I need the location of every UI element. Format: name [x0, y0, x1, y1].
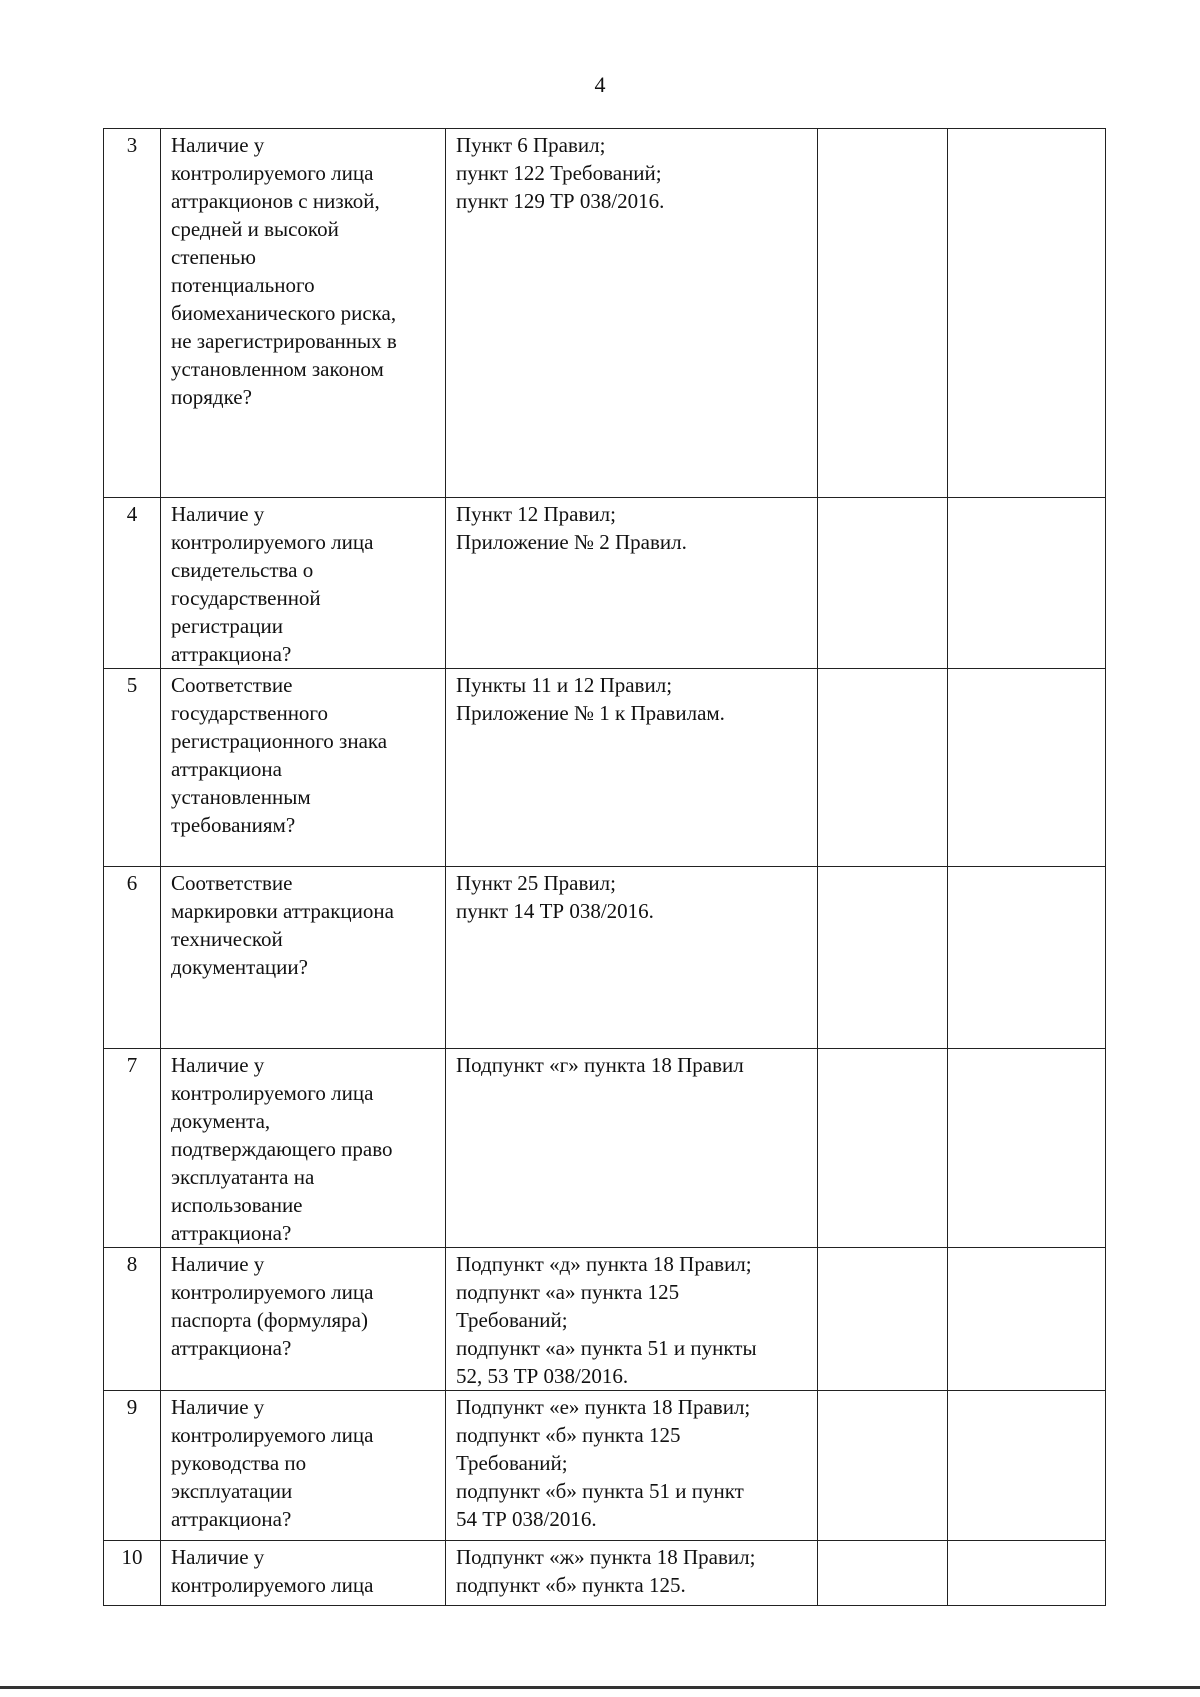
table-row [104, 1049, 1106, 1248]
requirement-question: Наличие у контролируемого лица [161, 1541, 446, 1606]
legal-reference: Пункт 25 Правил; пункт 14 ТР 038/2016. [446, 867, 818, 1049]
notes-cell [948, 1541, 1106, 1606]
requirement-question: Наличие у контролируемого лица аттракционов с низкой, средней и высокой степенью потенциального биомеханического риска, не зарегистрированных в установленном законом порядке? [161, 129, 446, 498]
answer-cell [818, 1391, 948, 1541]
row-number: 10 [104, 1541, 161, 1606]
notes-cell [948, 1391, 1106, 1541]
legal-reference: Подпункт «е» пункта 18 Правил; подпункт «б» пункта 125 Требований; подпункт «б» пункта 51 и пункт 54 ТР 038/2016. [446, 1391, 818, 1541]
row-number: 5 [104, 669, 161, 867]
row-number: 7 [104, 1049, 161, 1248]
legal-reference: Пункты 11 и 12 Правил; Приложение № 1 к Правилам. [446, 669, 818, 867]
checklist-table [103, 128, 1106, 1606]
table-row [104, 1541, 1106, 1606]
requirement-question: Наличие у контролируемого лица руководства по эксплуатации аттракциона? [161, 1391, 446, 1541]
notes-cell [948, 1049, 1106, 1248]
answer-cell [818, 1248, 948, 1391]
answer-cell [818, 867, 948, 1049]
requirement-question: Соответствие маркировки аттракциона технической документации? [161, 867, 446, 1049]
row-number: 6 [104, 867, 161, 1049]
answer-cell [818, 498, 948, 669]
table-row [104, 1248, 1106, 1391]
requirement-question: Соответствие государственного регистрационного знака аттракциона установленным требованиям? [161, 669, 446, 867]
legal-reference: Подпункт «г» пункта 18 Правил [446, 1049, 818, 1248]
table-row [104, 129, 1106, 498]
row-number: 4 [104, 498, 161, 669]
legal-reference: Пункт 12 Правил; Приложение № 2 Правил. [446, 498, 818, 669]
notes-cell [948, 669, 1106, 867]
requirement-question: Наличие у контролируемого лица паспорта (формуляра) аттракциона? [161, 1248, 446, 1391]
notes-cell [948, 129, 1106, 498]
notes-cell [948, 867, 1106, 1049]
table-row [104, 1391, 1106, 1541]
notes-cell [948, 498, 1106, 669]
requirement-question: Наличие у контролируемого лица свидетельства о государственной регистрации аттракциона? [161, 498, 446, 669]
page-number: 4 [594, 72, 606, 97]
legal-reference: Подпункт «д» пункта 18 Правил; подпункт «а» пункта 125 Требований; подпункт «а» пункта 51 и пункты 52, 53 ТР 038/2016. [446, 1248, 818, 1391]
table-row [104, 498, 1106, 669]
requirement-question: Наличие у контролируемого лица документа, подтверждающего право эксплуатанта на использование аттракциона? [161, 1049, 446, 1248]
table-row [104, 669, 1106, 867]
notes-cell [948, 1248, 1106, 1391]
row-number: 3 [104, 129, 161, 498]
answer-cell [818, 129, 948, 498]
bottom-rule [0, 1686, 1200, 1689]
table-row [104, 867, 1106, 1049]
row-number: 9 [104, 1391, 161, 1541]
answer-cell [818, 669, 948, 867]
answer-cell [818, 1541, 948, 1606]
legal-reference: Подпункт «ж» пункта 18 Правил; подпункт «б» пункта 125. [446, 1541, 818, 1606]
row-number: 8 [104, 1248, 161, 1391]
answer-cell [818, 1049, 948, 1248]
legal-reference: Пункт 6 Правил; пункт 122 Требований; пункт 129 ТР 038/2016. [446, 129, 818, 498]
